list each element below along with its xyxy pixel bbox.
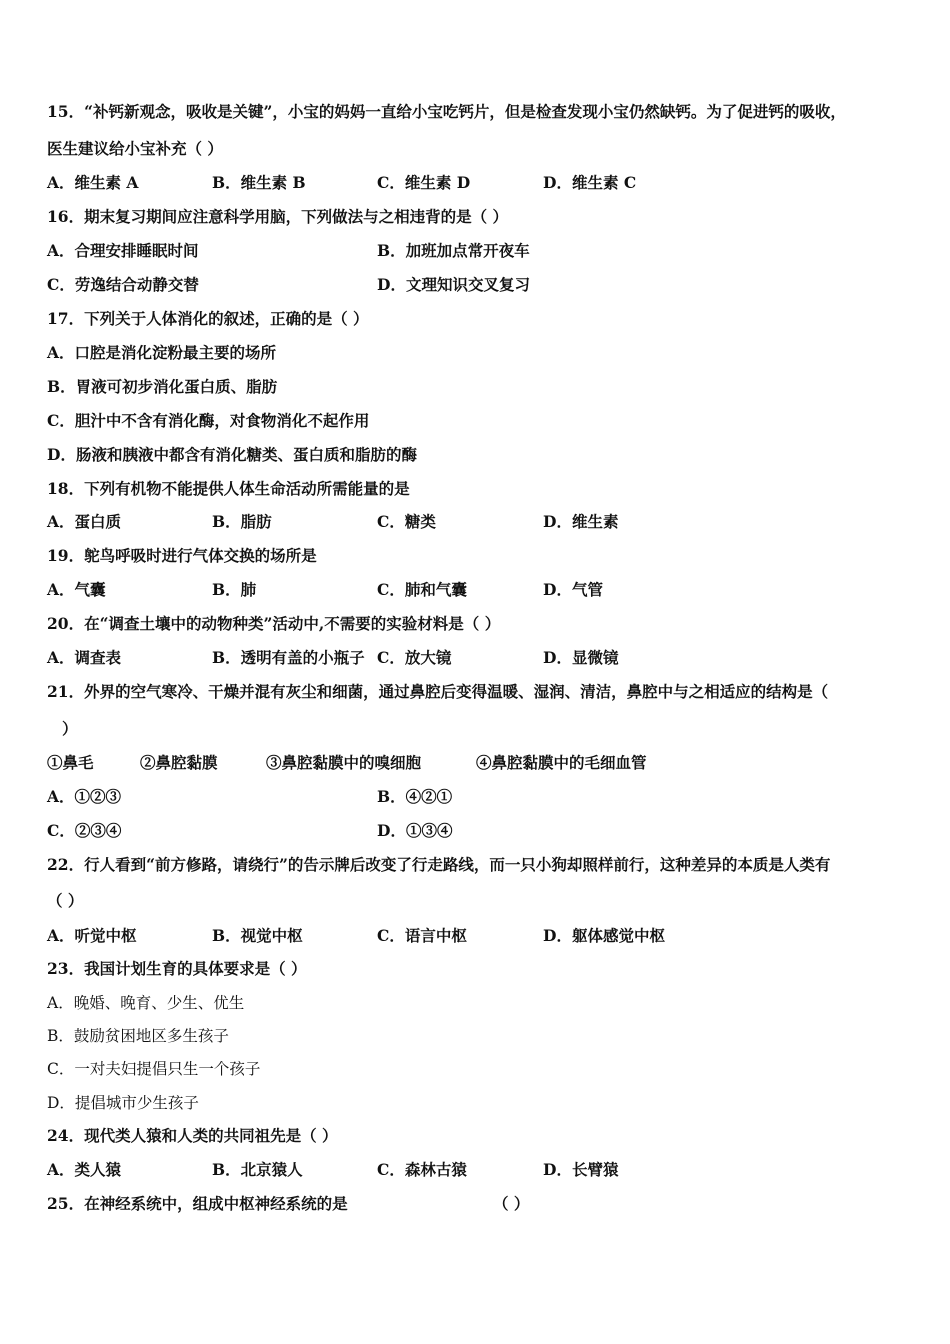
option-d: D．①③④ [377,821,453,840]
choice-item: ④鼻腔黏膜中的毛细血管 [476,753,647,772]
option-b: B．④②① [377,787,453,806]
option-a: A．合理安排睡眠时间 [47,241,199,260]
question-stem: 17．下列关于人体消化的叙述，正确的是（ ） [47,309,369,328]
option-a: A．蛋白质 [47,512,122,531]
option-b: B．脂肪 [212,512,272,531]
option-c: C．肺和气囊 [377,580,467,599]
question-stem: 23．我国计划生育的具体要求是（ ） [47,959,307,978]
option-c: C．胆汁中不含有消化酶，对食物消化不起作用 [47,411,370,430]
choice-item: ③鼻腔黏膜中的嗅细胞 [266,753,422,772]
option-a: A．维生素 A [47,173,139,192]
option-a: A．气囊 [47,580,106,599]
answer-blank: （ ） [493,1194,530,1213]
option-b: B．透明有盖的小瓶子 [212,648,365,667]
option-c: C．劳逸结合动静交替 [47,275,199,294]
option-a: A．类人猿 [47,1160,122,1179]
option-b: B．鼓励贫困地区多生孩子 [47,1027,229,1045]
option-b: B．胃液可初步消化蛋白质、脂肪 [47,377,278,396]
option-c: C．语言中枢 [377,926,467,945]
option-b: B．维生素 B [212,173,306,192]
option-d: D．肠液和胰液中都含有消化糖类、蛋白质和脂肪的酶 [47,445,417,464]
question-stem: 医生建议给小宝补充（ ） [47,139,223,158]
option-d: D．提倡城市少生孩子 [47,1094,199,1112]
question-stem: 22．行人看到“前方修路，请绕行”的告示牌后改变了行走路线，而一只小狗却照样前行，这种差异的本质是人类有 [47,855,831,874]
question-stem: ） [62,719,78,738]
option-a: A．①②③ [47,787,122,806]
option-b: B．加班加点常开夜车 [377,241,530,260]
option-d: D．文理知识交叉复习 [377,275,530,294]
option-b: B．肺 [212,580,257,599]
question-stem: 20．在“调查土壤中的动物种类”活动中,不需要的实验材料是（ ） [47,614,501,633]
question-stem: 21．外界的空气寒冷、干燥并混有灰尘和细菌，通过鼻腔后变得温暖、湿润、清洁，鼻腔中与之相适应的结构是（ [47,682,829,701]
question-stem: 19．鸵鸟呼吸时进行气体交换的场所是 [47,546,317,565]
option-d: D．维生素 [543,512,619,531]
option-a: A．听觉中枢 [47,926,137,945]
question-stem: 15．“补钙新观念，吸收是关键”，小宝的妈妈一直给小宝吃钙片，但是检查发现小宝仍然缺钙。为了促进钙的吸收， [47,102,846,121]
option-c: C．维生素 D [377,173,471,192]
choice-item: ②鼻腔黏膜 [140,753,218,772]
question-stem: 18．下列有机物不能提供人体生命活动所需能量的是 [47,479,410,498]
choice-item: ①鼻毛 [47,753,94,772]
option-d: D．长臂猿 [543,1160,619,1179]
option-c: C．森林古猿 [377,1160,467,1179]
question-stem: 16．期末复习期间应注意科学用脑，下列做法与之相违背的是（ ） [47,207,508,226]
option-a: A．口腔是消化淀粉最主要的场所 [47,343,277,362]
option-c: C．②③④ [47,821,122,840]
question-stem: （ ） [47,891,84,910]
option-a: A．晚婚、晚育、少生、优生 [47,994,245,1012]
option-d: D．维生素 C [543,173,637,192]
option-a: A．调查表 [47,648,122,667]
option-d: D．气管 [543,580,603,599]
option-d: D．显微镜 [543,648,619,667]
option-c: C．放大镜 [377,648,452,667]
question-stem: 25．在神经系统中，组成中枢神经系统的是 [47,1194,348,1213]
option-c: C．一对夫妇提倡只生一个孩子 [47,1060,261,1078]
option-b: B．北京猿人 [212,1160,303,1179]
option-c: C．糖类 [377,512,436,531]
question-stem: 24．现代类人猿和人类的共同祖先是（ ） [47,1126,338,1145]
option-d: D．躯体感觉中枢 [543,926,665,945]
option-b: B．视觉中枢 [212,926,303,945]
